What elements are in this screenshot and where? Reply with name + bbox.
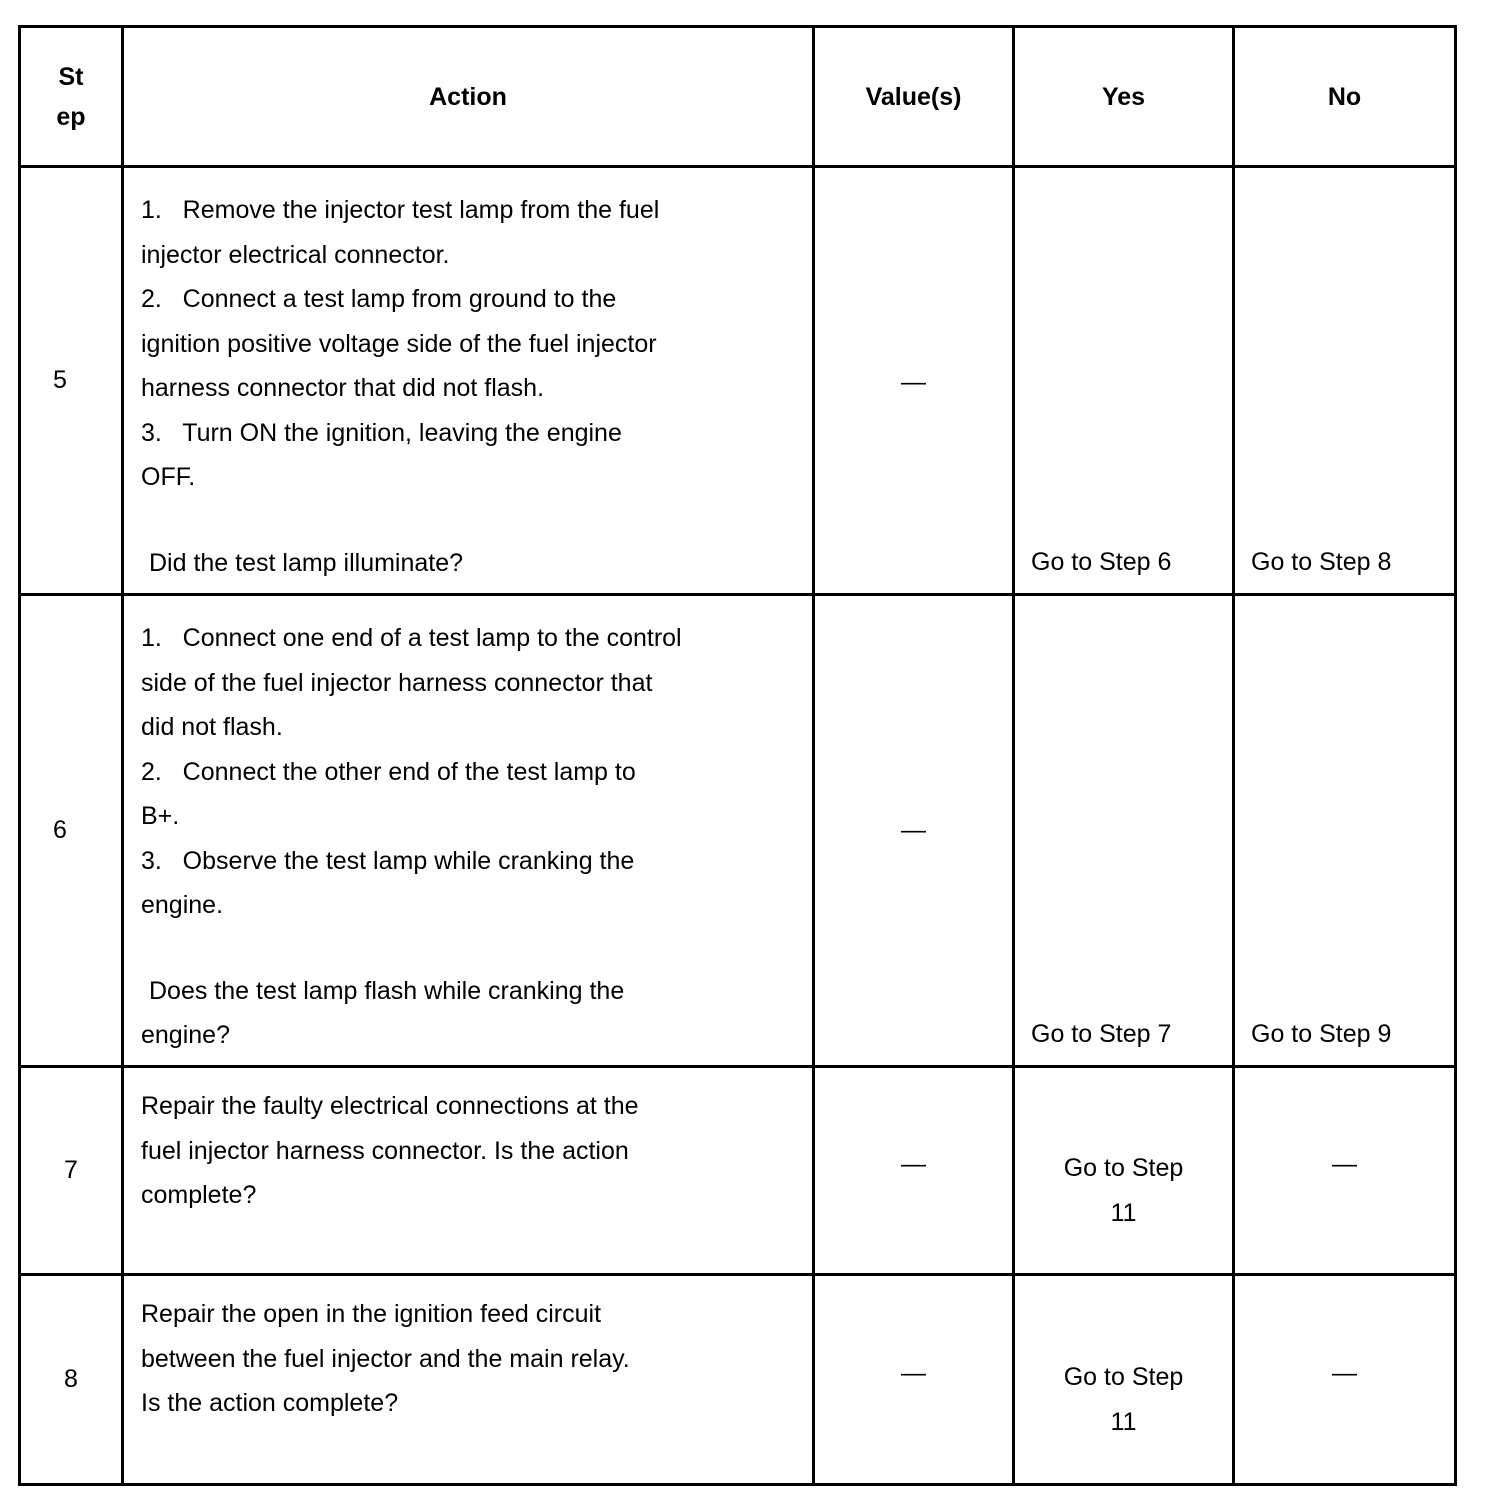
table-row bbox=[20, 1275, 1456, 1485]
no-cell bbox=[1234, 595, 1456, 1067]
action-line: 1. Connect one end of a test lamp to the control bbox=[141, 624, 682, 652]
yes-cell bbox=[1014, 1067, 1234, 1275]
no-target: — bbox=[1332, 1359, 1357, 1388]
action-line: between the fuel injector and the main relay. bbox=[141, 1344, 630, 1373]
diagnostic-table bbox=[18, 25, 1457, 1486]
yes-target bbox=[1064, 1106, 1184, 1235]
action-cell bbox=[123, 1067, 814, 1275]
step-number: 5 bbox=[20, 167, 123, 595]
value-cell bbox=[814, 1067, 1014, 1275]
no-cell bbox=[1234, 1275, 1456, 1485]
action-line: did not flash. bbox=[141, 713, 283, 741]
value-dash: — bbox=[901, 1359, 926, 1388]
header-action: Action bbox=[123, 27, 814, 167]
action-line: engine. bbox=[141, 891, 224, 919]
action-line: B+. bbox=[141, 802, 180, 830]
table-row bbox=[20, 1067, 1456, 1275]
action-line: 1. Remove the injector test lamp from the fuel bbox=[141, 196, 660, 224]
table-row bbox=[20, 595, 1456, 1067]
action-line: complete? bbox=[141, 1181, 257, 1209]
yes-target bbox=[1064, 1315, 1184, 1444]
action-line: ignition positive voltage side of the fuel injector bbox=[141, 329, 657, 358]
action-line: injector electrical connector. bbox=[141, 240, 450, 269]
no-target: Go to Step 8 bbox=[1251, 548, 1392, 576]
value-dash: — bbox=[901, 816, 926, 844]
yes-cell bbox=[1014, 167, 1234, 595]
action-line: 3. Turn ON the ignition, leaving the engine bbox=[141, 418, 622, 447]
no-target: — bbox=[1332, 1150, 1357, 1179]
value-cell bbox=[814, 595, 1014, 1067]
header-values: Value(s) bbox=[814, 27, 1014, 167]
yes-cell bbox=[1014, 1275, 1234, 1485]
no-cell bbox=[1234, 167, 1456, 595]
action-line: fuel injector harness connector. Is the action bbox=[141, 1136, 629, 1165]
yes-target-line: Go to Step bbox=[1063, 1154, 1184, 1182]
value-cell bbox=[814, 1275, 1014, 1485]
action-cell bbox=[123, 1275, 814, 1485]
step-number: 7 bbox=[20, 1067, 123, 1275]
yes-target-line: 11 bbox=[1110, 1198, 1137, 1227]
yes-target: Go to Step 7 bbox=[1031, 1020, 1172, 1048]
action-line: Repair the faulty electrical connections at the bbox=[141, 1092, 639, 1120]
no-target: Go to Step 9 bbox=[1251, 1020, 1392, 1048]
value-cell bbox=[814, 167, 1014, 595]
yes-target: Go to Step 6 bbox=[1031, 548, 1172, 576]
step-number: 8 bbox=[20, 1275, 123, 1485]
action-line: Repair the open in the ignition feed circuit bbox=[141, 1300, 602, 1328]
action-line: harness connector that did not flash. bbox=[141, 374, 545, 402]
table-row bbox=[20, 167, 1456, 595]
value-dash: — bbox=[901, 368, 926, 396]
header-row bbox=[20, 27, 1456, 167]
action-line: 3. Observe the test lamp while cranking the bbox=[141, 846, 635, 875]
yes-target-line: 11 bbox=[1110, 1407, 1137, 1436]
action-line: 2. Connect a test lamp from ground to the bbox=[141, 285, 617, 313]
yes-target-line: Go to Step bbox=[1063, 1363, 1184, 1391]
action-cell bbox=[123, 167, 814, 595]
step-number: 6 bbox=[20, 595, 123, 1067]
header-yes: Yes bbox=[1014, 27, 1234, 167]
action-line: side of the fuel injector harness connector that bbox=[141, 668, 653, 697]
action-line: 2. Connect the other end of the test lamp to bbox=[141, 757, 636, 786]
header-no: No bbox=[1234, 27, 1456, 167]
header-step: St ep bbox=[20, 27, 123, 167]
action-cell bbox=[123, 595, 814, 1067]
action-question: Did the test lamp illuminate? bbox=[149, 548, 464, 577]
action-line: Is the action complete? bbox=[141, 1389, 399, 1417]
action-line: OFF. bbox=[141, 463, 196, 491]
no-cell bbox=[1234, 1067, 1456, 1275]
action-question: engine? bbox=[141, 1021, 230, 1049]
action-question: Does the test lamp flash while cranking the bbox=[149, 976, 625, 1005]
yes-cell bbox=[1014, 595, 1234, 1067]
value-dash: — bbox=[901, 1150, 926, 1179]
